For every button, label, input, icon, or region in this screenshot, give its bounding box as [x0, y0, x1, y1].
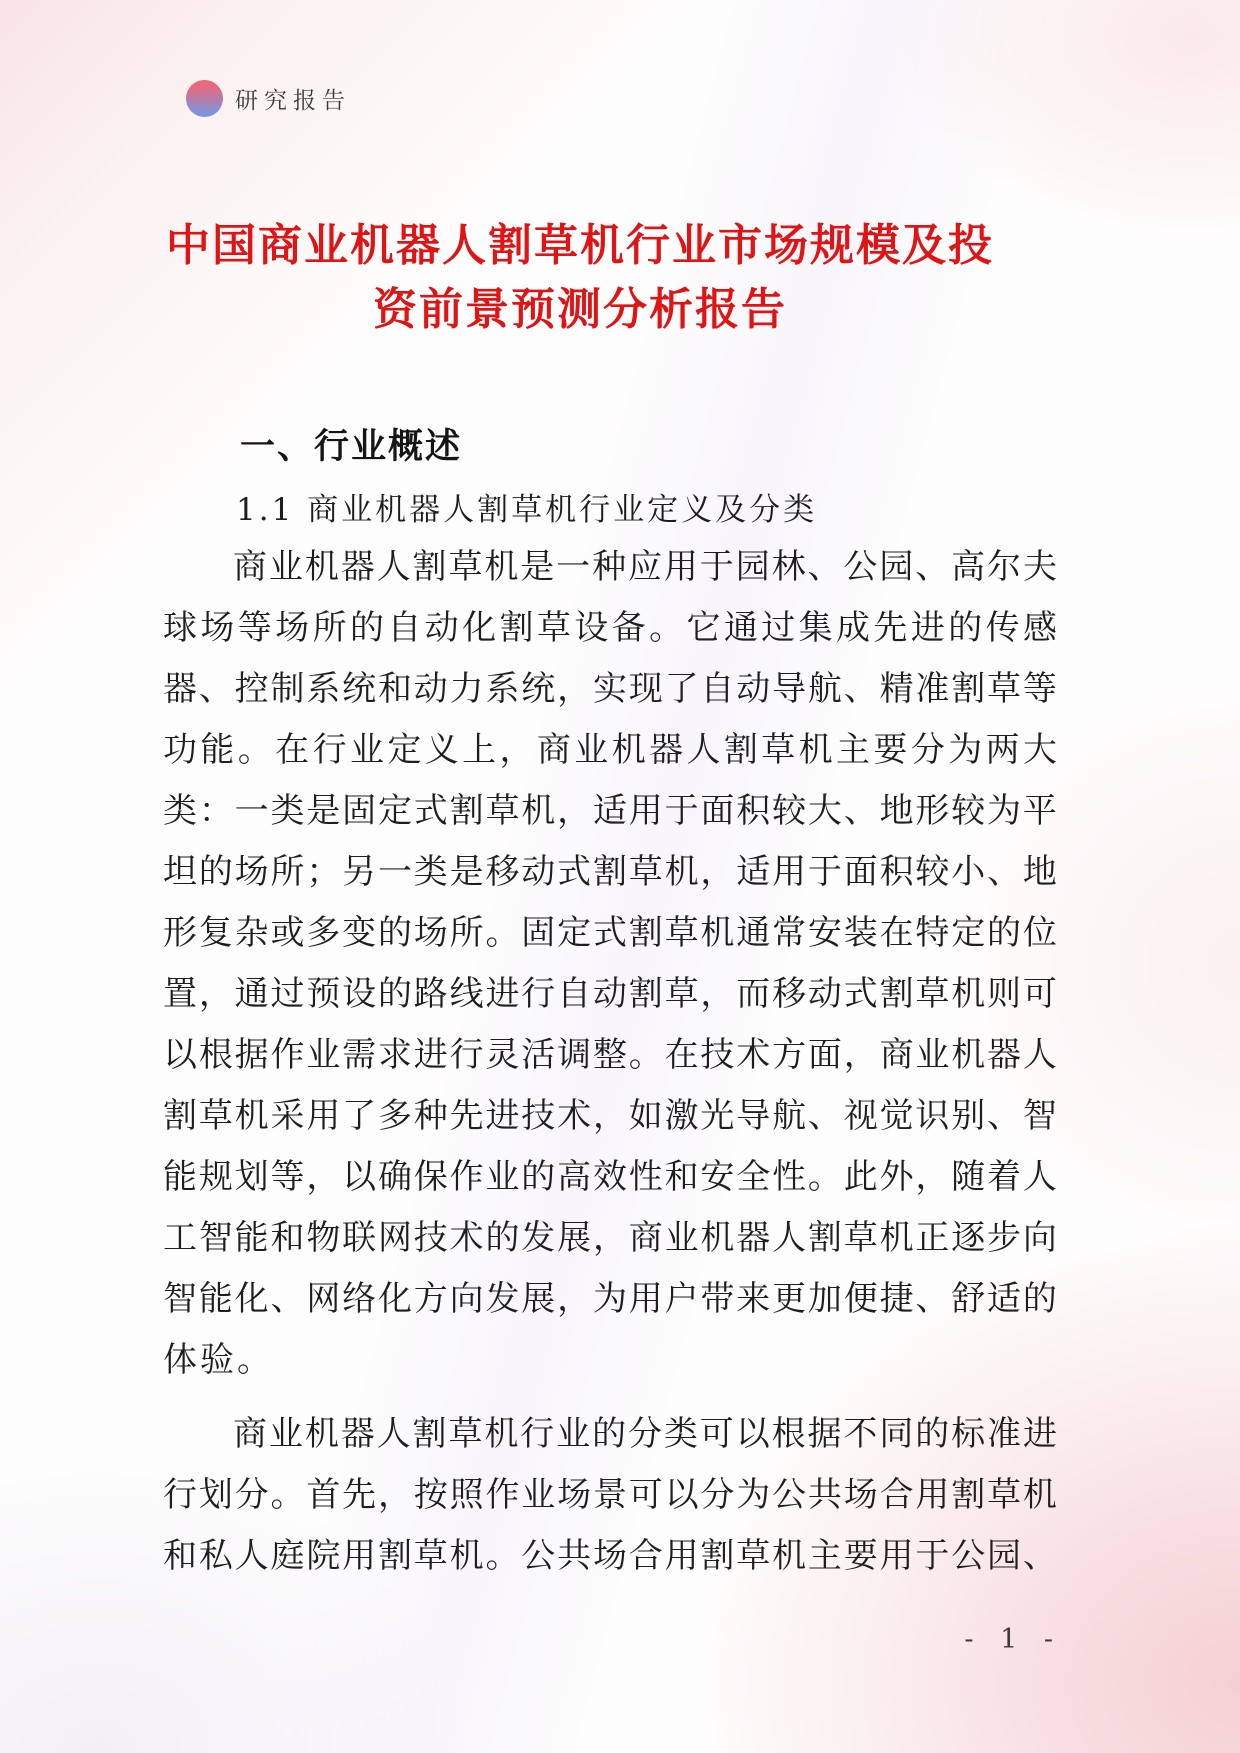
text-line: 割 草 机 采 用 了 多 种 先 进 技 术 ， 如 激 光 导 航 、 视 觉 识 别 、 智	[163, 1096, 1057, 1136]
section-heading: 一、行业概述	[240, 427, 463, 466]
brand-logo-icon	[186, 80, 223, 117]
paragraph	[163, 533, 1057, 1387]
text-line: 类 ： 一 类 是 固 定 式 割 草 机 ， 适 用 于 面 积 较 大 、 地 形 较 为 平	[163, 791, 1057, 831]
text-line: 商 业 机 器 人 割 草 机 行 业 的 分 类 可 以 根 据 不 同 的 标 准 进	[233, 1414, 1057, 1454]
report-title-line-1: 中国商业机器人割草机行业市场规模及投	[166, 221, 994, 270]
report-title	[150, 214, 1010, 342]
text-line: 智 能 化 、 网 络 化 方 向 发 展 ， 为 用 户 带 来 更 加 便 捷 、 舒 适 的	[163, 1279, 1057, 1319]
text-line: 球 场 等 场 所 的 自 动 化 割 草 设 备 。 它 通 过 集 成 先 进 的 传 感	[163, 608, 1057, 648]
brand-badge	[186, 80, 351, 117]
text-line: 坦 的 场 所 ； 另 一 类 是 移 动 式 割 草 机 ， 适 用 于 面 积 较 小 、 地	[163, 852, 1057, 892]
text-line: 工 智 能 和 物 联 网 技 术 的 发 展 ， 商 业 机 器 人 割 草 机 正 逐 步 向	[163, 1218, 1057, 1258]
text-line: 功 能 。 在 行 业 定 义 上 ， 商 业 机 器 人 割 草 机 主 要 分 为 两 大	[163, 730, 1057, 770]
page-number: - 1 -	[964, 1624, 1057, 1655]
text-line: 形 复 杂 或 多 变 的 场 所 。 固 定 式 割 草 机 通 常 安 装 在 特 定 的 位	[163, 913, 1057, 953]
text-line: 行 划 分 。 首 先 ， 按 照 作 业 场 景 可 以 分 为 公 共 场 合 用 割 草 机	[163, 1475, 1057, 1515]
text-line: 和 私 人 庭 院 用 割 草 机 。 公 共 场 合 用 割 草 机 主 要 用 于 公 园 、	[163, 1536, 1057, 1576]
report-title-line-2: 资前景预测分析报告	[373, 285, 787, 334]
text-line: 商 业 机 器 人 割 草 机 是 一 种 应 用 于 园 林 、 公 园 、 高 尔 夫	[233, 547, 1057, 587]
paragraph	[163, 1400, 1057, 1583]
body-text	[163, 533, 1057, 1583]
brand-label: 研究报告	[235, 88, 351, 114]
text-line: 体 验 。	[163, 1340, 271, 1380]
text-line: 置 ， 通 过 预 设 的 路 线 进 行 自 动 割 草 ， 而 移 动 式 割 草 机 则 可	[163, 974, 1057, 1014]
subsection-heading: 1.1 商业机器人割草机行业定义及分类	[236, 492, 818, 528]
text-line: 以 根 据 作 业 需 求 进 行 灵 活 调 整 。 在 技 术 方 面 ， 商 业 机 器 人	[163, 1035, 1057, 1075]
text-line: 器 、 控 制 系 统 和 动 力 系 统 ， 实 现 了 自 动 导 航 、 精 准 割 草 等	[163, 669, 1057, 709]
text-line: 能 规 划 等 ， 以 确 保 作 业 的 高 效 性 和 安 全 性 。 此 外 ， 随 着 人	[163, 1157, 1057, 1197]
